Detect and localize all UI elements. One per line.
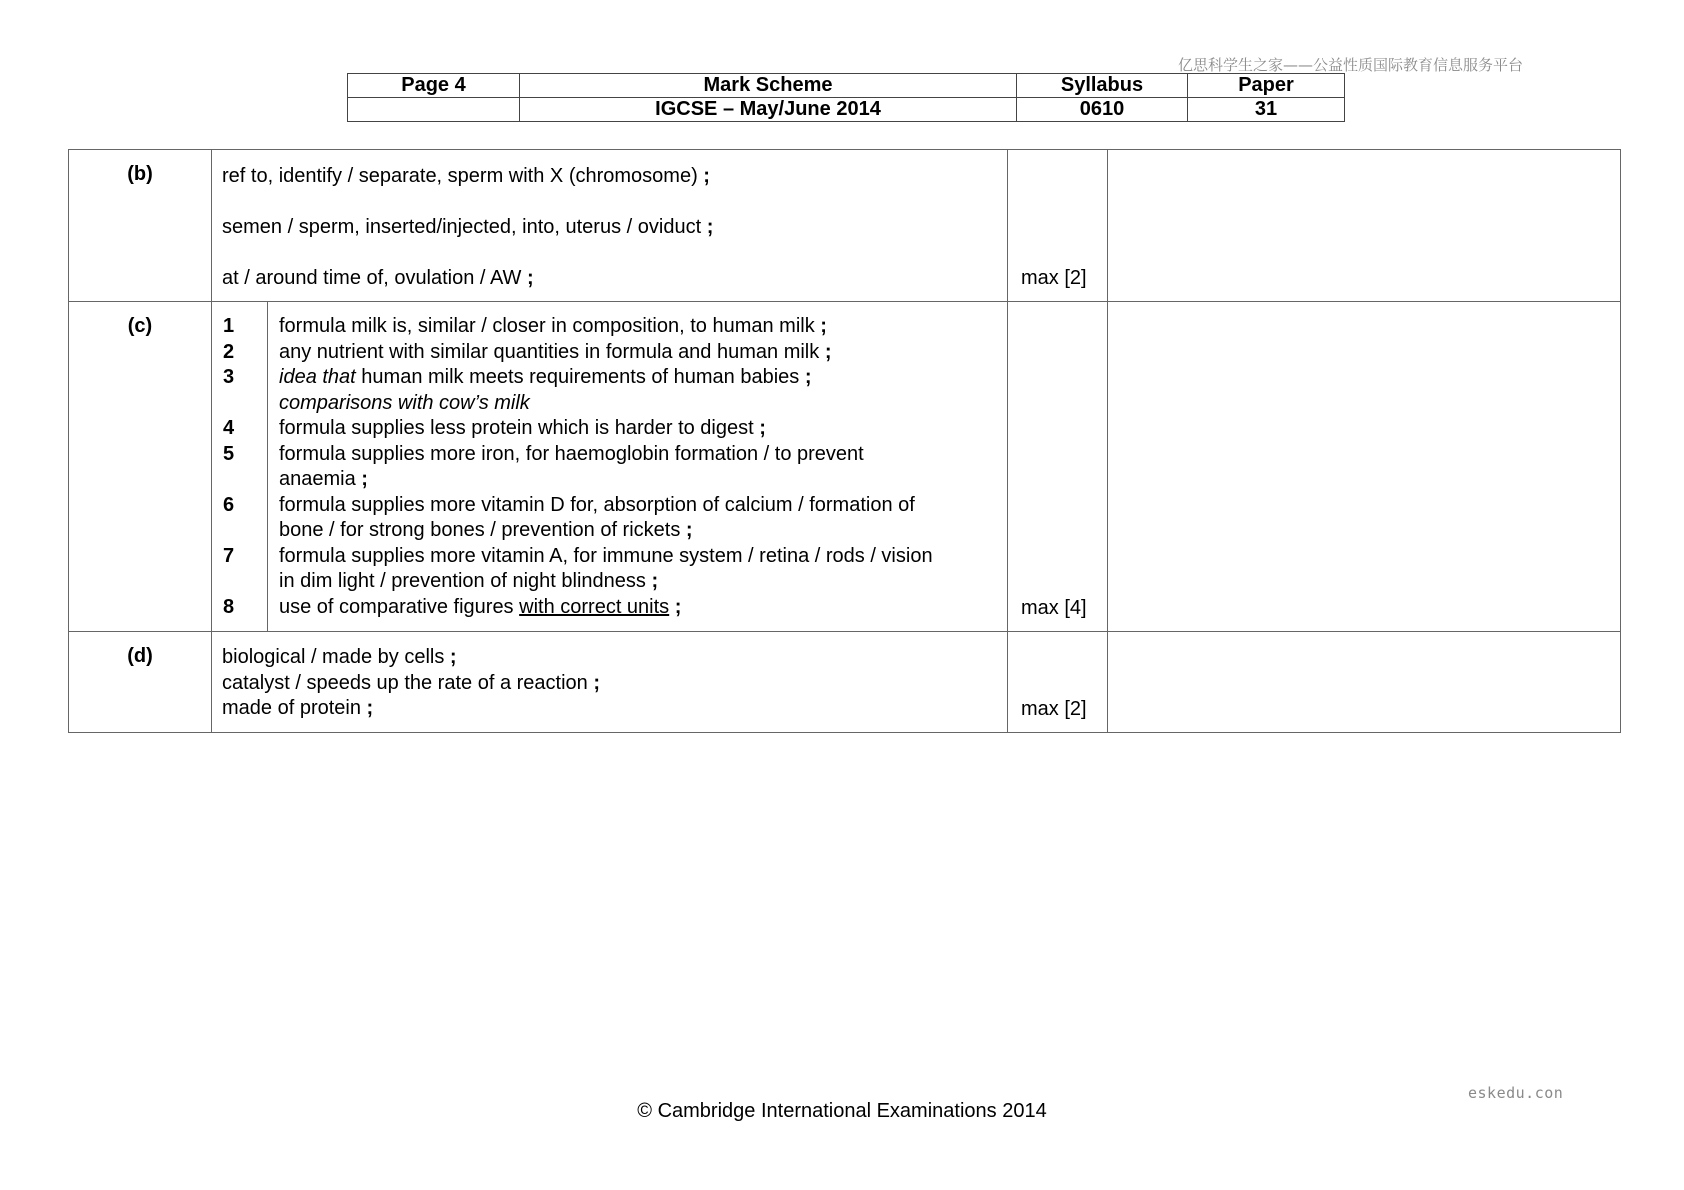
- marks-d: max [2]: [1008, 632, 1108, 733]
- answer-line: use of comparative figures with correct units ;: [279, 595, 682, 618]
- answer-line: biological / made by cells ;: [222, 646, 457, 668]
- header-syllabus: 0610: [1017, 98, 1188, 122]
- header-paper: 31: [1188, 98, 1345, 122]
- point-number: [223, 391, 267, 417]
- watermark-bottom: eskedu.con: [1468, 1084, 1564, 1102]
- answer-d: [212, 632, 1008, 733]
- point-number: 6: [223, 493, 235, 516]
- guidance-c: [1108, 302, 1621, 632]
- header-qualification: IGCSE – May/June 2014: [520, 98, 1017, 122]
- marks-b: max [2]: [1008, 150, 1108, 302]
- watermark-top: 亿思科学生之家——公益性质国际教育信息服务平台: [1178, 56, 1524, 74]
- point-number: 2: [223, 340, 235, 363]
- point-number: 8: [223, 595, 235, 618]
- answer-line: in dim light / prevention of night blindness ;: [279, 570, 659, 592]
- row-d: [69, 632, 1621, 733]
- point-number: [223, 569, 267, 595]
- answer-line: formula supplies more vitamin D for, absorption of calcium / formation of: [279, 493, 915, 516]
- answer-line: any nutrient with similar quantities in formula and human milk ;: [279, 340, 832, 363]
- answer-b: [212, 150, 1008, 302]
- answer-line: bone / for strong bones / prevention of rickets ;: [279, 519, 693, 541]
- answer-line: at / around time of, ovulation / AW ;: [222, 267, 534, 289]
- answer-subheading: comparisons with cow’s milk: [279, 391, 530, 414]
- answer-line: ref to, identify / separate, sperm with X (chromosome) ;: [222, 165, 710, 187]
- row-b: [69, 150, 1621, 302]
- copyright-footer: © Cambridge International Examinations 2014: [637, 1100, 1047, 1122]
- answer-line: formula supplies more iron, for haemoglobin formation / to prevent: [279, 442, 864, 465]
- mark-scheme-table: [68, 149, 1621, 733]
- header-page: Page 4: [348, 74, 520, 98]
- answer-line: idea that human milk meets requirements of human babies ;: [279, 366, 812, 388]
- answer-line: formula milk is, similar / closer in composition, to human milk ;: [279, 315, 827, 337]
- row-c: [69, 302, 1621, 632]
- point-number: 5: [223, 442, 235, 465]
- answer-line: formula supplies less protein which is harder to digest ;: [279, 417, 766, 439]
- question-label-b: (b): [69, 150, 212, 302]
- question-label-d: (d): [69, 632, 212, 733]
- answer-line: anaemia ;: [279, 468, 368, 490]
- header-paper-label: Paper: [1188, 74, 1345, 98]
- header-syllabus-label: Syllabus: [1017, 74, 1188, 98]
- header-empty: [348, 98, 520, 122]
- point-number: 3: [223, 366, 235, 388]
- point-numbers-c: [212, 302, 268, 632]
- point-number: [223, 467, 267, 493]
- guidance-b: [1108, 150, 1621, 302]
- point-number: 4: [223, 417, 235, 439]
- question-label-c: (c): [69, 302, 212, 632]
- answer-line: semen / sperm, inserted/injected, into, uterus / oviduct ;: [222, 216, 714, 238]
- point-number: 1: [223, 315, 235, 337]
- marks-c: max [4]: [1008, 302, 1108, 632]
- guidance-d: [1108, 632, 1621, 733]
- header-title: Mark Scheme: [520, 74, 1017, 98]
- point-number: [223, 518, 267, 544]
- answer-line: formula supplies more vitamin A, for immune system / retina / rods / vision: [279, 544, 933, 567]
- header-table: [347, 73, 1345, 122]
- answer-line: catalyst / speeds up the rate of a reaction ;: [222, 671, 600, 694]
- point-number: 7: [223, 544, 235, 567]
- answer-c: [268, 302, 1008, 632]
- answer-line: made of protein ;: [222, 697, 374, 719]
